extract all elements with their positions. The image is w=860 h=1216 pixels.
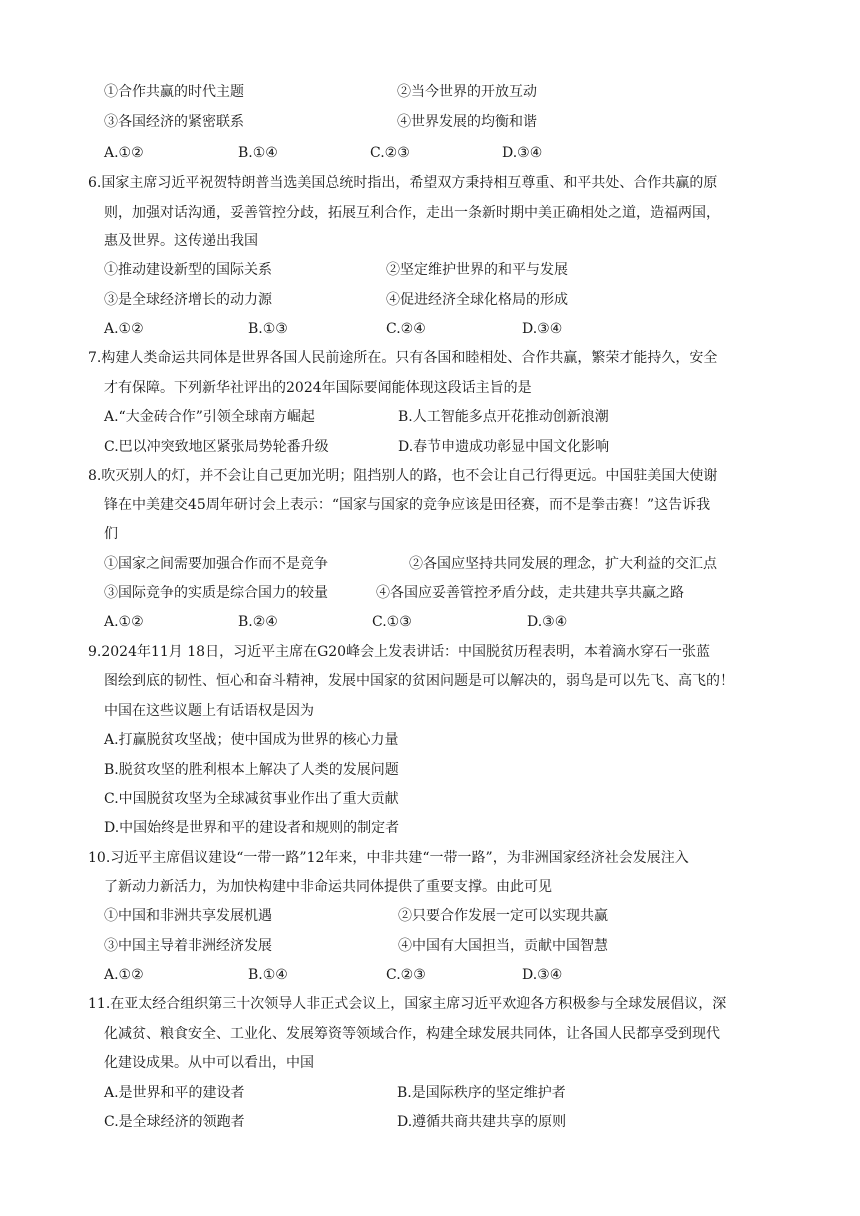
q5-choice-b: B.①④ (238, 145, 278, 161)
q5-option-1: ①合作共赢的时代主题 (104, 84, 244, 100)
q6-stem-line-2: 则，加强对话沟通，妥善管控分歧，拓展互利合作，走出一条新时期中美正确相处之道，造福两国， (104, 205, 720, 221)
q5-option-2: ②当今世界的开放互动 (397, 84, 537, 100)
q10-stem-line-1: 10.习近平主席倡议建设“一带一路”12年来，中非共建“一带一路”，为非洲国家经济社会发展注入 (88, 850, 689, 866)
q9-choice-d: D.中国始终是世界和平的建设者和规则的制定者 (104, 820, 400, 836)
q5-option-4: ④世界发展的均衡和谐 (397, 114, 537, 130)
q10-option-2: ②只要合作发展一定可以实现共赢 (398, 908, 608, 924)
q8-stem-line-2: 锋在中美建交45周年研讨会上表示：“国家与国家的竞争应该是田径赛，而不是拳击赛！”这告诉我 (104, 497, 711, 513)
q8-option-1: ①国家之间需要加强合作而不是竞争 (104, 556, 328, 572)
q11-stem-line-3: 化建设成果。从中可以看出，中国 (104, 1055, 314, 1071)
q5-option-3: ③各国经济的紧密联系 (104, 114, 244, 130)
q6-option-1: ①推动建设新型的国际关系 (104, 262, 272, 278)
q11-choice-a: A.是世界和平的建设者 (104, 1085, 245, 1101)
q9-choice-b: B.脱贫攻坚的胜利根本上解决了人类的发展问题 (104, 762, 399, 778)
q5-choice-a: A.①② (104, 145, 144, 161)
q5-choice-d: D.③④ (502, 145, 543, 161)
q11-choice-c: C.是全球经济的领跑者 (104, 1114, 245, 1130)
q9-choice-a: A.打赢脱贫攻坚战；使中国成为世界的核心力量 (104, 732, 399, 748)
q7-choice-c: C.巴以冲突致地区紧张局势轮番升级 (104, 439, 329, 455)
q11-stem-line-2: 化减贫、粮食安全、工业化、发展筹资等领域合作，构建全球发展共同体，让各国人民都享受到现代 (104, 1026, 720, 1042)
q6-option-2: ②坚定维护世界的和平与发展 (386, 262, 568, 278)
q10-choice-b: B.①④ (248, 967, 288, 983)
q10-option-3: ③中国主导着非洲经济发展 (104, 938, 272, 954)
q10-choice-c: C.②③ (386, 967, 426, 983)
q11-choice-b: B.是国际秩序的坚定维护者 (397, 1085, 566, 1101)
q6-stem-line-1: 6.国家主席习近平祝贺特朗普当选美国总统时指出，希望双方秉持相互尊重、和平共处、合作共赢的原 (88, 175, 718, 191)
q8-option-4: ④各国应妥善管控矛盾分歧，走共建共享共赢之路 (376, 585, 684, 601)
q8-choice-b: B.②④ (238, 614, 278, 630)
q9-stem-line-1: 9.2024年11月 18日，习近平主席在G20峰会上发表讲话：中国脱贫历程表明，本着滴水穿石一张蓝 (88, 644, 711, 660)
q8-stem-line-1: 8.吹灭别人的灯，并不会让自己更加光明；阻挡别人的路，也不会让自己行得更远。中国驻美国大使谢 (88, 468, 718, 484)
q8-option-3: ③国际竞争的实质是综合国力的较量 (104, 585, 328, 601)
q6-choice-c: C.②④ (386, 321, 426, 337)
q6-choice-d: D.③④ (522, 321, 563, 337)
q6-stem-line-3: 惠及世界。这传递出我国 (104, 233, 258, 249)
q7-choice-a: A.“大金砖合作”引领全球南方崛起 (104, 409, 315, 425)
q5-choice-c: C.②③ (370, 145, 410, 161)
q10-choice-a: A.①② (104, 967, 144, 983)
q6-choice-a: A.①② (104, 321, 144, 337)
q8-choice-d: D.③④ (527, 614, 568, 630)
q8-choice-a: A.①② (104, 614, 144, 630)
q7-choice-d: D.春节申遗成功彰显中国文化影响 (398, 439, 610, 455)
q11-stem-line-1: 11.在亚太经合组织第三十次领导人非正式会议上，国家主席习近平欢迎各方积极参与全球发展倡议，深 (88, 996, 727, 1012)
q6-option-4: ④促进经济全球化格局的形成 (386, 292, 568, 308)
q6-choice-b: B.①③ (248, 321, 288, 337)
q7-stem-line-1: 7.构建人类命运共同体是世界各国人民前途所在。只有各国和睦相处、合作共赢，繁荣才能持久，安全 (88, 350, 718, 366)
q8-choice-c: C.①③ (372, 614, 412, 630)
q10-option-1: ①中国和非洲共享发展机遇 (104, 908, 272, 924)
q7-choice-b: B.人工智能多点开花推动创新浪潮 (398, 409, 609, 425)
q7-stem-line-2: 才有保障。下列新华社评出的2024年国际要闻能体现这段话主旨的是 (104, 380, 532, 396)
q10-option-4: ④中国有大国担当，贡献中国智慧 (398, 938, 608, 954)
q10-choice-d: D.③④ (522, 967, 563, 983)
q6-option-3: ③是全球经济增长的动力源 (104, 292, 272, 308)
q8-option-2: ②各国应坚持共同发展的理念，扩大利益的交汇点 (409, 556, 717, 572)
q9-stem-line-2: 图绘到底的韧性、恒心和奋斗精神，发展中国家的贫困问题是可以解决的，弱鸟是可以先飞、高飞的！ (104, 673, 734, 689)
q9-choice-c: C.中国脱贫攻坚为全球减贫事业作出了重大贡献 (104, 791, 399, 807)
q8-stem-line-3: 们 (104, 526, 118, 542)
q11-choice-d: D.遵循共商共建共享的原则 (397, 1114, 567, 1130)
q9-stem-line-3: 中国在这些议题上有话语权是因为 (104, 703, 314, 719)
q10-stem-line-2: 了新动力新活力，为加快构建中非命运共同体提供了重要支撑。由此可见 (104, 879, 552, 895)
